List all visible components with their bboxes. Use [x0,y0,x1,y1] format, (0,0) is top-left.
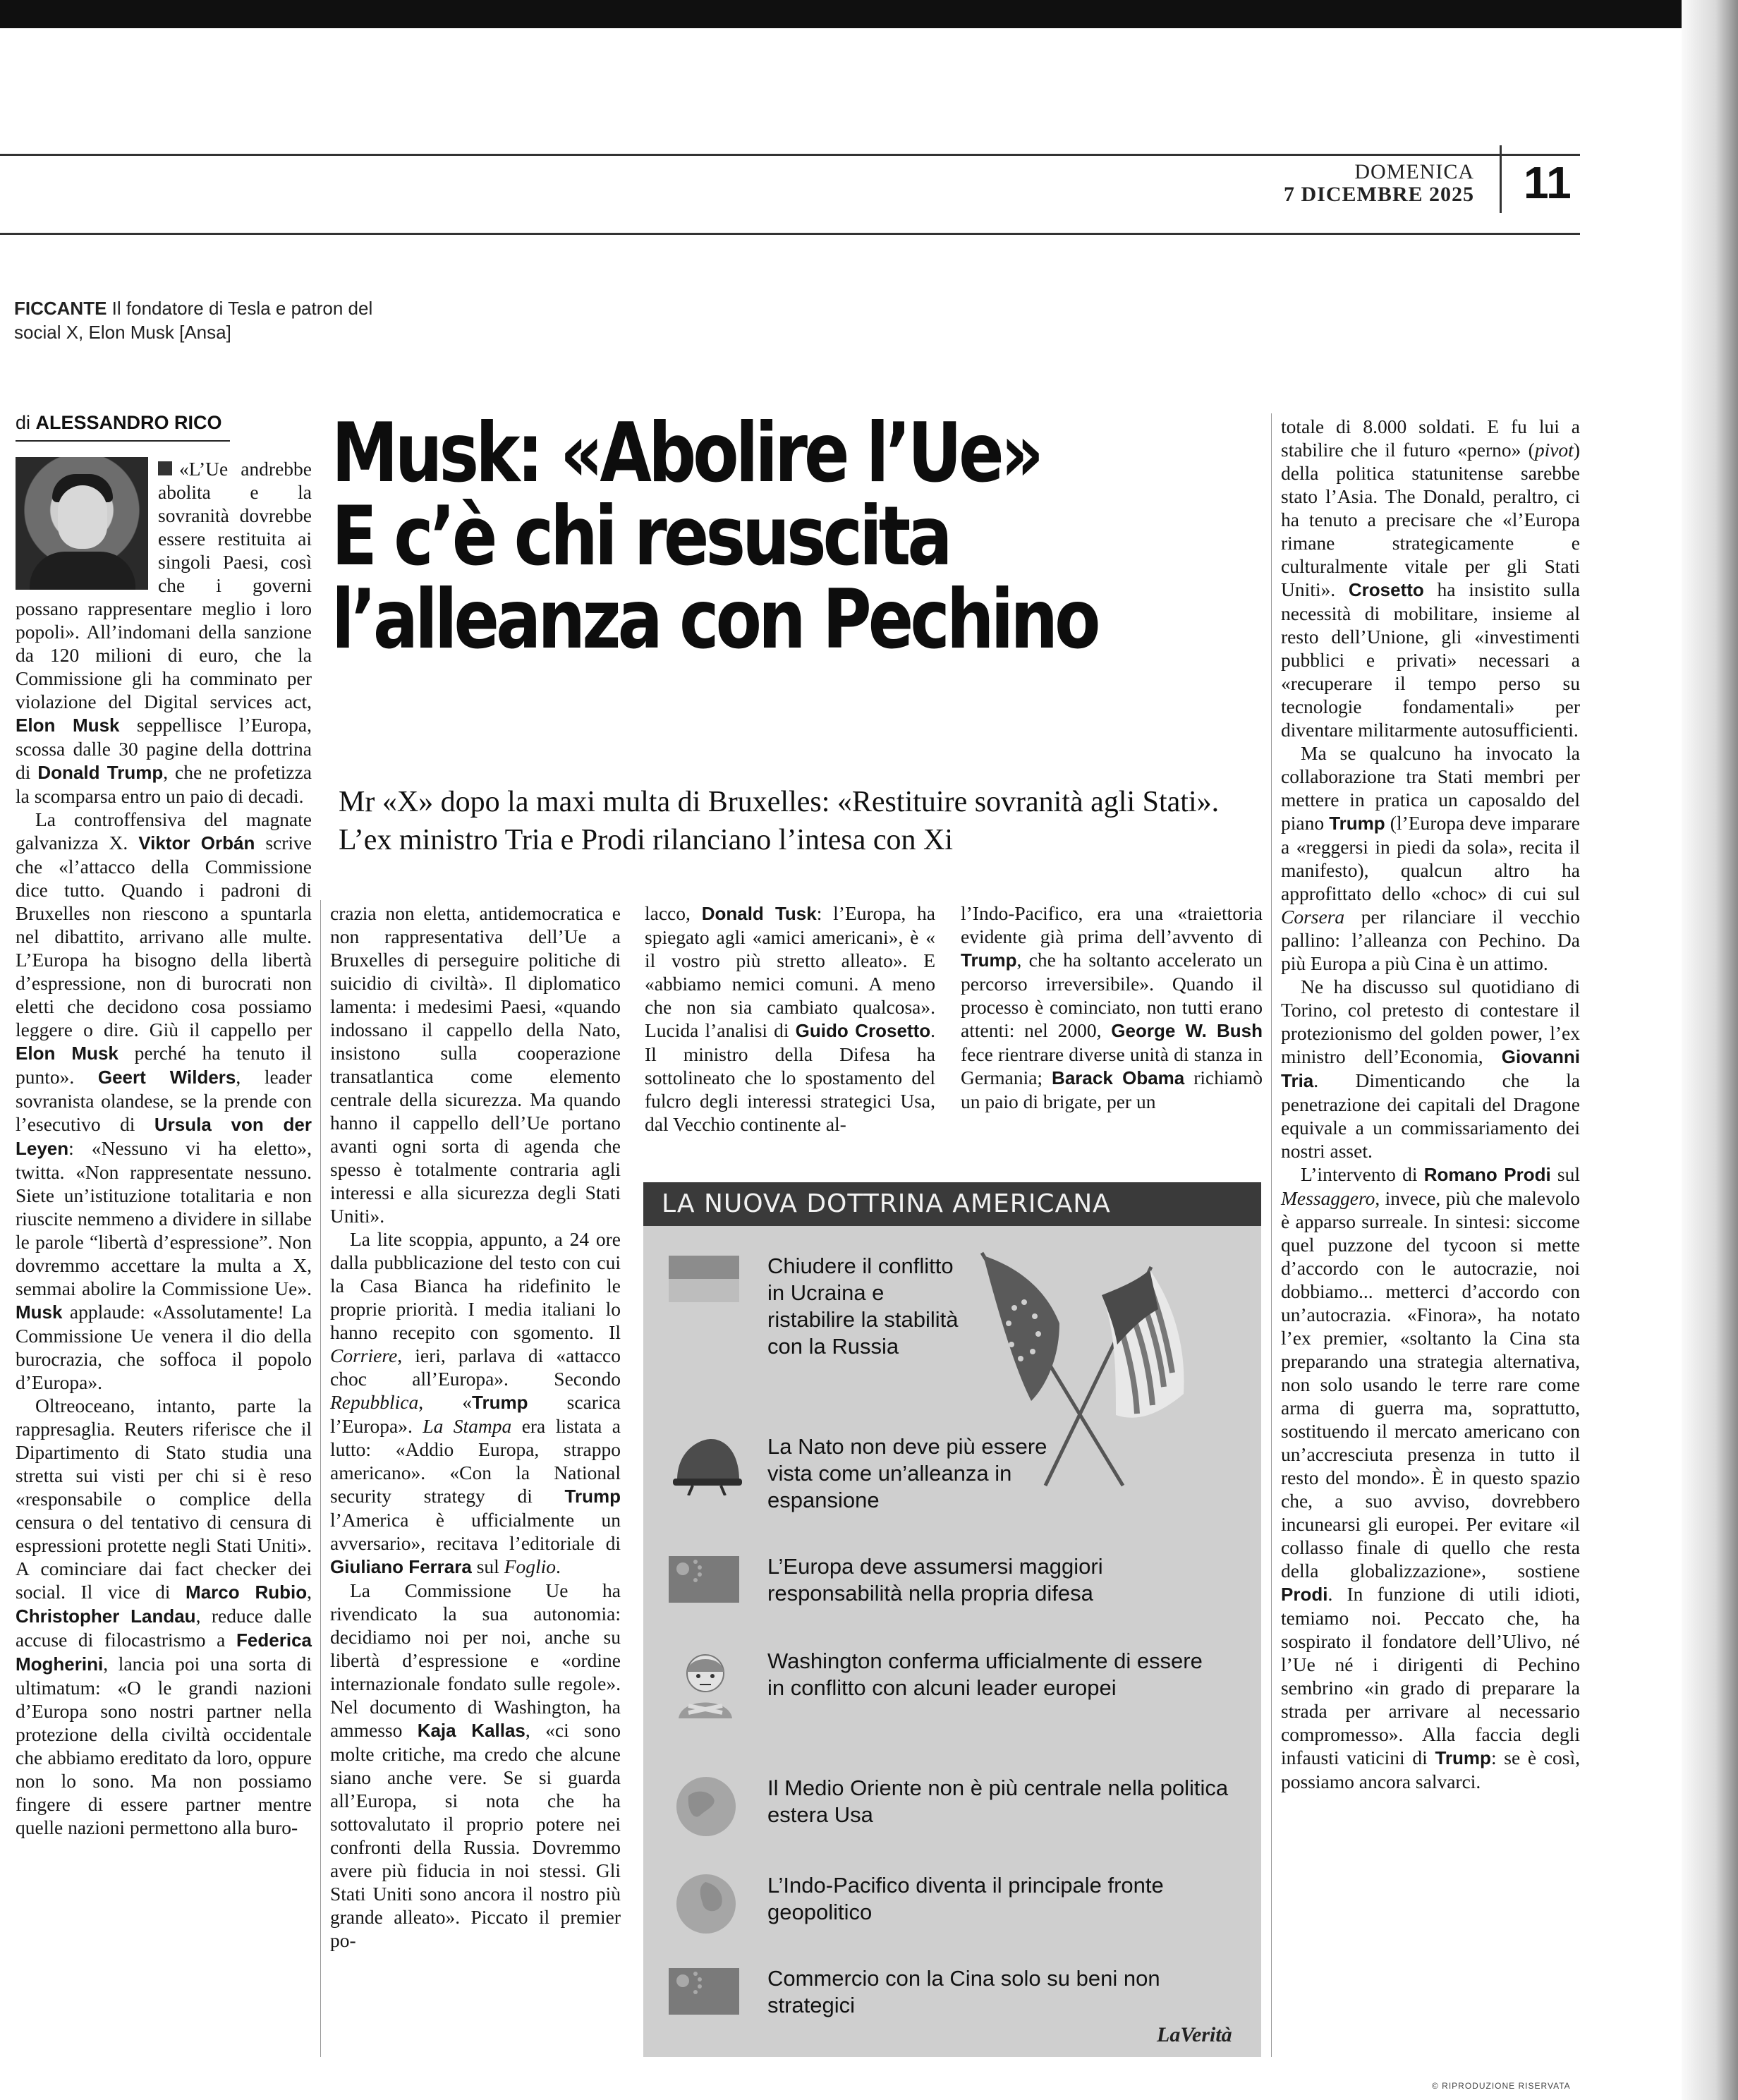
info-item-3-text: L’Europa deve assumersi maggiori responsabilità nella propria difesa [767,1554,1103,1606]
masthead-bottom-rule [0,233,1580,235]
column-rule-4 [1271,413,1272,2057]
masthead-date-block [1270,161,1474,206]
scan-right-edge [1682,0,1738,2100]
portrait-photo [16,457,148,590]
headline [332,406,1098,667]
info-item-4 [643,1648,1261,1754]
info-item-5-text: Il Medio Oriente non è più centrale nella politica estera Usa [767,1776,1229,1827]
info-item-2-text: La Nato non deve più essere vista come un’alleanza in espansione [767,1434,1047,1512]
article-column-4: l’Indo-Pacifico, era una «traiettoria evidente già prima dell’avvento di Trump, che ha soltanto accelerato un percorso irreversibile». Quando il processo è cominciato, non tutti erano attenti: nel 2000, George W. Bush fece rientrare diverse unità di stanza in Germania; Barack Obama richiamò un paio di brigate, per un [961,902,1263,1112]
copyright-notice: © RIPRODUZIONE RISERVATA [1432,2081,1571,2091]
article-column-3: lacco, Donald Tusk: l’Europa, ha spiegato agli «amici americani», è « il vostro più stretto alleato». E «abbiamo nemici comuni. A meno che non sia cambiato qualcosa». Lucida l’analisi di Guido Crosetto. Il ministro della Difesa ha sottolineato che lo spostamento del fulcro degli interessi strategici Usa, dal Vecchio continente al- [645,902,935,1135]
scan-top-shadow [0,0,1738,28]
masthead-top-rule [0,154,1580,156]
helmet-icon [672,1436,742,1495]
info-item-4-text: Washington conferma ufficialmente di essere in conflitto con alcuni leader europei [767,1649,1203,1700]
newspaper-brand-logo: LaVerità [1157,2023,1232,2046]
info-item-6-text: L’Indo-Pacifico diventa il principale fronte geopolitico [767,1873,1164,1924]
article-column-5: totale di 8.000 soldati. E fu lui a stabilire che il futuro «perno» (pivot) della politica statunitense sarebbe stato l’Asia. The Donald, peraltro, ci ha tenuto a precisare che «l’Europa rimane strategicamente e culturalmente vitale per gli Stati Uniti». Crosetto ha insistito sulla necessità di mobilitare, insieme al resto dell’Unione, gli «investimenti pubblici e privati» necessari a «recuperare il tempo perso su tecnologie fondamentali» per diventare militarmente autosufficienti. Ma se qualcuno ha invocato la collaborazione tra Stati membri per mettere in pratica un caposaldo del piano Trump (l’Europa deve imparare a «reggersi in piedi da sola», recita il manifesto), qualcun altro ha approfittato dello «choc» di cui sul Corsera per rilanciare il vecchio pallino: l’alleanza con Pechino. Da più Europa a più Cina è un attimo. Ne ha discusso sul quotidiano di Torino, col pretesto di contestare il protezionismo del golden power, l’ex ministro dell’Economia, Giovanni Tria. Dimenticando che la penetrazione dei capitali del Dragone equivale a un commissariamento dei nostri asset. L’intervento di Romano Prodi sul Messaggero, invece, più che malevolo è apparso surreale. In sintesi: siccome quel puzzone del tycoon si mette d’accordo con le autocrazie, noi dobbiamo... metterci d’accordo con un’autocrazia. «Finora», ha notato l’ex premier, «soltanto la Cina sta preparando una strategia alternativa, non solo usando le terre rare come arma di guerra ma, soprattutto, sostituendo il mercato americano con un’accresciuta presenza in tutto il resto del mondo». È in questo spazio che, a suo avviso, dovrebbero incunearsi gli europei. Per evitare «il collasso finale di quello che resta della globalizzazione», sostiene Prodi. In funzione di utili idioti, temiamo noi. Peccato che, ha sospirato il fondatore dell’Ulivo, né l’Ue né i dirigenti di Pechino sembrino «in grado di preparare la strada per arrivare al necessario compromesso». Alla faccia degli infausti vaticini di Trump: se è così, possiamo ancora salvarci. [1281,415,1581,1792]
column-rule-1 [320,900,321,2057]
ukraine-flag-icon [669,1256,739,1302]
info-item-7-text: Commercio con la Cina solo su beni non strategici [767,1966,1160,2017]
paragraph-marker-icon [158,461,172,475]
info-item-2 [643,1433,1261,1518]
info-box-title: LA NUOVA DOTTRINA AMERICANA [643,1182,1261,1226]
china-flag-icon [669,1556,739,1603]
globe-icon [674,1775,738,1838]
china-flag-icon [669,1968,739,2015]
subheadline: Mr «X» dopo la maxi multa di Bruxelles: «Restituire sovranità agli Stati». L’ex ministro Tria e Prodi rilanciano l’intesa con Xi [339,786,1220,856]
article-column-2: crazia non eletta, antidemocratica e non rappresentativa dell’Ue a Bruxelles di perseguire politiche di suicidio di civiltà». Il diplomatico lamenta: i medesimi Paesi, «quando indossano il cappello della Nato, insistono sulla cooperazione transatlantica come elemento centrale della sicurezza. Ma quando hanno il cappello dell’Ue portano avanti ogni sorta di agenda che spesso è totalmente contraria agli interessi e alla sicurezza degli Stati Uniti». La lite scoppia, appunto, a 24 ore dalla pubblicazione del testo con cui la Casa Bianca ha ridefinito le proprie priorità. I media italiani lo hanno recepito con sgomento. Il Corriere, ieri, parlava di «attacco choc all’Europa». Secondo Repubblica, «Trump scarica l’Europa». La Stampa era listata a lutto: «Addio Europa, strappo americano». «Con la National security strategy di Trump l’America è ufficialmente un avversario», recitava l’editoriale di Giuliano Ferrara sul Foglio. La Commissione Ue ha rivendicato la sua autonomia: decidiamo noi per noi, anche su libertà d’espressione e «ordine internazionale fondato sulle regole». Nel documento di Washington, ha ammesso Kaja Kallas, «ci sono molte critiche, ma credo che alcune siano anche vere. Se si guarda all’Europa, si nota che ha sottovalutato il proprio potere nei confronti della Russia. Dovremmo avere più fiducia in noi stessi. Gli Stati Uniti sono ancora il nostro più grande alleato». Piccato il premier po- [330,902,621,1951]
photo-caption [14,296,409,344]
headline-line-3: l’alleanza con Pechino [332,572,1098,667]
caption-text: Il fondatore di Tesla e patron del social X, Elon Musk [Ansa] [14,298,373,343]
info-item-6 [643,1872,1261,1950]
masthead-date: 7 DICEMBRE 2025 [1283,183,1474,206]
emoji-face-icon [672,1648,739,1718]
byline-author: ALESSANDRO RICO [35,412,222,433]
byline-prefix: di [16,412,31,433]
byline-rule [16,440,230,442]
page-number: 11 [1524,157,1572,208]
headline-line-2: E c’è chi resuscita [332,489,949,584]
info-box [643,1182,1261,2057]
info-item-1-text: Chiudere il conflitto in Ucraina e ristabilire la stabilità con la Russia [767,1254,959,1359]
caption-label: FICCANTE [14,298,107,319]
headline-line-1: Musk: «Abolire l’Ue» [332,406,1041,501]
byline [16,412,222,434]
masthead-divider [1500,145,1502,213]
globe-icon [674,1872,738,1936]
info-item-1 [643,1253,1261,1422]
masthead-day: DOMENICA [1354,160,1474,183]
info-item-5 [643,1775,1261,1852]
info-item-3 [643,1553,1261,1631]
article-column-1: «L’Ue andrebbe abolita e la sovranità dovrebbe essere restituita ai singoli Paesi, così che i governi possano rappresentare meglio i loro popoli». All’indomani della sanzione da 120 milioni di euro, che la Commissione gli ha comminato per violazione del Digital services act, Elon Musk seppellisce l’Europa, scossa dalle 30 pagine della dottrina di Donald Trump, che ne profetizza la scomparsa entro un paio di decadi. La controffensiva del magnate galvanizza X. Viktor Orbán scrive che «l’attacco della Commissione dice tutto. Quando i padroni di Bruxelles non riescono a spuntarla nel dibattito, arrivano alle multe. L’Europa ha bisogno della libertà d’espressione, non di burocrati non eletti che decidono cosa possiamo leggere o dire. Giù il cappello per Elon Musk perché ha tenuto il punto». Geert Wilders, leader sovranista olandese, se la prende con l’esecutivo di Ursula von der Leyen: «Nessuno vi ha eletto», twitta. «Non rappresentate nessuno. Siete un’istituzione totalitaria e non riuscite nemmeno a dividere in sillabe le parole “libertà d’espressione”. Non dovremmo accettare la multa a X, semmai abolire la Commissione Ue». Musk applaude: «Assolutamente! La Commissione Ue venera il dio della burocrazia, che soffoca il popolo d’Europa». Oltreoceano, intanto, parte la rappresaglia. Reuters riferisce che il Dipartimento di Stato studia una stretta sui visti per chi si è reso «responsabile o complice della censura o del tentativo di censura di espressioni protette negli Stati Uniti». A cominciare dai fact checker dei social. Il vice di Marco Rubio, Christopher Landau, reduce dalle accuse di filocastrismo a Federica Mogherini, lancia poi una sorta di ultimatum: «O le grandi nazioni d’Europa sono nostri partner nella protezione della civiltà occidentale che abbiamo ereditato da loro, oppure non lo sono. Ma non possiamo fingere di essere partner mentre quelle nazioni permettono alla buro- [16,458,312,1838]
